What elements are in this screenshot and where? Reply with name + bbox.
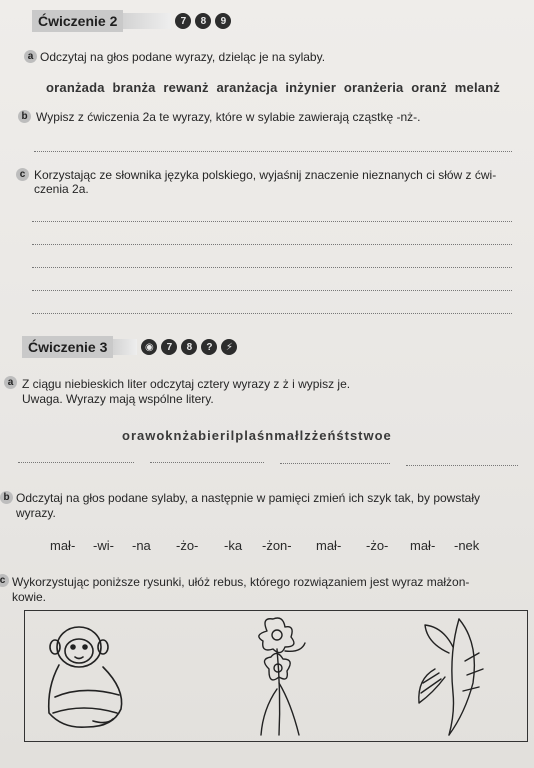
exercise-3-header (22, 336, 237, 358)
skill-icon-3: 9 (215, 13, 231, 29)
eye-icon: ◉ (141, 339, 157, 355)
skill-icon-5: 8 (181, 339, 197, 355)
syllable: -wi- (93, 538, 114, 553)
answer-line-2c-5[interactable] (32, 313, 512, 314)
syllable: -żo- (176, 538, 199, 553)
skill-icon-4: 7 (161, 339, 177, 355)
task-2b-instruction: Wypisz z ćwiczenia 2a te wyrazy, które w sylabie zawierają cząstkę -nż-. (36, 110, 421, 124)
task-2c-instruction-line2: czenia 2a. (34, 182, 89, 196)
letter-chain: orawoknżabierilplaśnmałlzżeńśtstwoe (122, 428, 392, 443)
exercise-3-icons (141, 339, 237, 355)
word-list-2a: oranżada branża rewanż aranżacja inżynier oranżeria oranż melanż (46, 80, 501, 95)
answer-line-2b[interactable] (34, 151, 512, 152)
syllable: -żo- (366, 538, 389, 553)
skill-icon-1: 7 (175, 13, 191, 29)
monkey-drawing (33, 617, 143, 735)
task-3a-instruction-line1: Z ciągu niebieskich liter odczytaj cztery wyrazy z ż i wypisz je. (22, 377, 351, 391)
question-icon: ? (201, 339, 217, 355)
exercise-3-bar (113, 339, 137, 355)
answer-line-3a-4[interactable] (406, 465, 518, 466)
task-3b-badge: b (0, 491, 13, 504)
flower-drawing (241, 613, 321, 737)
task-3c-instruction-line2: kowie. (12, 590, 47, 604)
task-2a-instruction: Odczytaj na głos podane wyrazy, dzieląc je na sylaby. (40, 50, 326, 64)
syllable: -nek (454, 538, 480, 553)
task-2b-badge: b (18, 110, 31, 123)
answer-line-2c-1[interactable] (32, 221, 512, 222)
rebus-picture-box (24, 610, 528, 742)
hand-icon: ⚡ (221, 339, 237, 355)
syllable: -żon- (262, 538, 292, 553)
task-2c-instruction-line1: Korzystając ze słownika języka polskiego, wyjaśnij znaczenie nieznanych ci słów z ćwi- (34, 168, 497, 182)
answer-line-2c-2[interactable] (32, 244, 512, 245)
syllable: mał- (50, 538, 76, 553)
answer-line-2c-4[interactable] (32, 290, 512, 291)
exercise-3-title: Ćwiczenie 3 (22, 336, 113, 358)
syllable: mał- (410, 538, 436, 553)
answer-line-3a-3[interactable] (280, 463, 390, 464)
syllable: -na (132, 538, 151, 553)
task-3c-instruction-line1: Wykorzystując poniższe rysunki, ułóż rebus, którego rozwiązaniem jest wyraz małżon- (12, 575, 470, 589)
exercise-2-icons (175, 13, 231, 29)
task-3b-instruction-line1: Odczytaj na głos podane sylaby, a następnie w pamięci zmień ich szyk tak, by powstały (16, 491, 481, 505)
task-3a-badge: a (4, 376, 17, 389)
exercise-2-bar (123, 13, 171, 29)
exercise-2-header (32, 10, 231, 32)
task-3b-instruction-line2: wyrazy. (16, 506, 56, 520)
answer-line-2c-3[interactable] (32, 267, 512, 268)
syllable: -ka (224, 538, 243, 553)
plant-drawing (409, 613, 499, 737)
exercise-2-title: Ćwiczenie 2 (32, 10, 123, 32)
answer-line-3a-2[interactable] (150, 462, 264, 463)
skill-icon-2: 8 (195, 13, 211, 29)
task-3c-badge: c (0, 574, 9, 587)
syllable: mał- (316, 538, 342, 553)
task-2a-badge: a (24, 50, 37, 63)
task-3a-instruction-line2: Uwaga. Wyrazy mają wspólne litery. (22, 392, 214, 406)
task-2c-badge: c (16, 168, 29, 181)
answer-line-3a-1[interactable] (18, 462, 134, 463)
